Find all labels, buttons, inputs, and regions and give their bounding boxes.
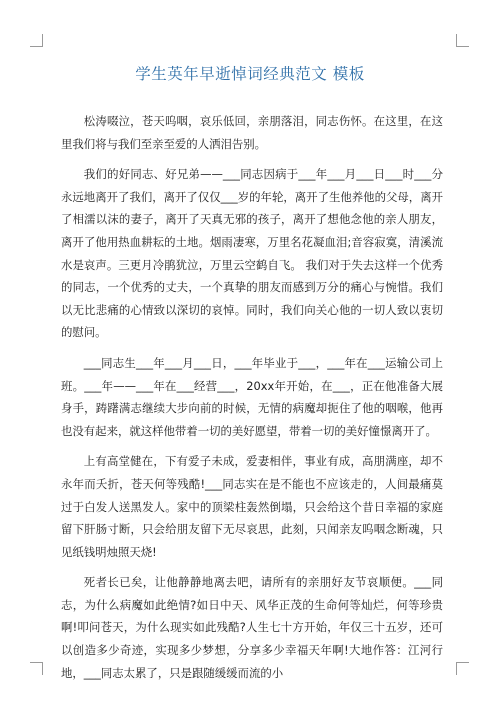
paragraph: 松涛啜泣，苍天呜咽，哀乐低回，亲朋落泪，同志伤怀。在这里，在这里我们将与我们至亲至爱的人洒泪告别。 [61,114,443,151]
crop-mark-bottom-right [456,662,469,675]
document-title: 学生英年早逝悼词经典范文 模板 [135,65,365,83]
paragraph: 我们的好同志、好兄弟——___同志因病于___年___月___日___时___分永远地离开了我们，离开了仅仅___岁的年轮，离开了生他养他的父母，离开了相濡以沫的妻子，离开了天真无邪的孩子，离开了想他念他的亲人朋友，离开了他用热血耕耘的土地。烟雨凄寒，万里名花凝血泪;音容寂寞，清溪流水是哀声。三更月冷鹃犹泣，万里云空鹤自飞。 我们对于失去这样一个优秀的同志，一个优秀的丈夫，一个真挚的朋友而感到万分的痛心与惋惜。我们以无比悲痛的心情致以深切的哀悼。同时，我们向关心他的一切人致以衷切的慰问。 [61,167,443,340]
document-body [61,110,443,692]
paragraph: 上有高堂健在，下有爱子未成，爱妻相伴，事业有成，高朋满座，却不永年而夭折，苍天何等残酷!___同志实在是不能也不应该走的，人间最痛莫过于白发人送黑发人。家中的顶梁柱轰然倒塌，只会给这个昔日幸福的家庭留下肝肠寸断，只会给朋友留下无尽哀思，此刻，只闻亲友呜咽念断魂，只见纸钱明烛照天烧! [61,454,443,559]
paragraph: 死者长已矣，让他静静地离去吧，请所有的亲朋好友节哀顺便。___同志，为什么病魔如此绝情?如日中天、风华正茂的生命何等灿烂，何等珍贵啊!叩问苍天，为什么现实如此残酷?人生七十方开始，年仅三十五岁，还可以创造多少奇迹，实现多少梦想，分享多少幸福天年啊!大地作答：江河行地，___同志太累了，只是跟随缓缓而流的小 [61,575,443,680]
crop-mark-top-left [30,34,43,47]
crop-mark-top-right [456,34,469,47]
paragraph: ___同志生___年___月___日，___年毕业于___，___年在___运输公司上班。___年——___年在___经营___，20xx年开始，在___，正在他准备大展身手，踌躇满志继续大步向前的时候，无情的病魔却扼住了他的咽喉，他再也没有起来，就这样他带着一切的美好愿望，带着一切的美好憧憬离开了。 [61,355,443,438]
crop-mark-bottom-left [30,662,43,675]
